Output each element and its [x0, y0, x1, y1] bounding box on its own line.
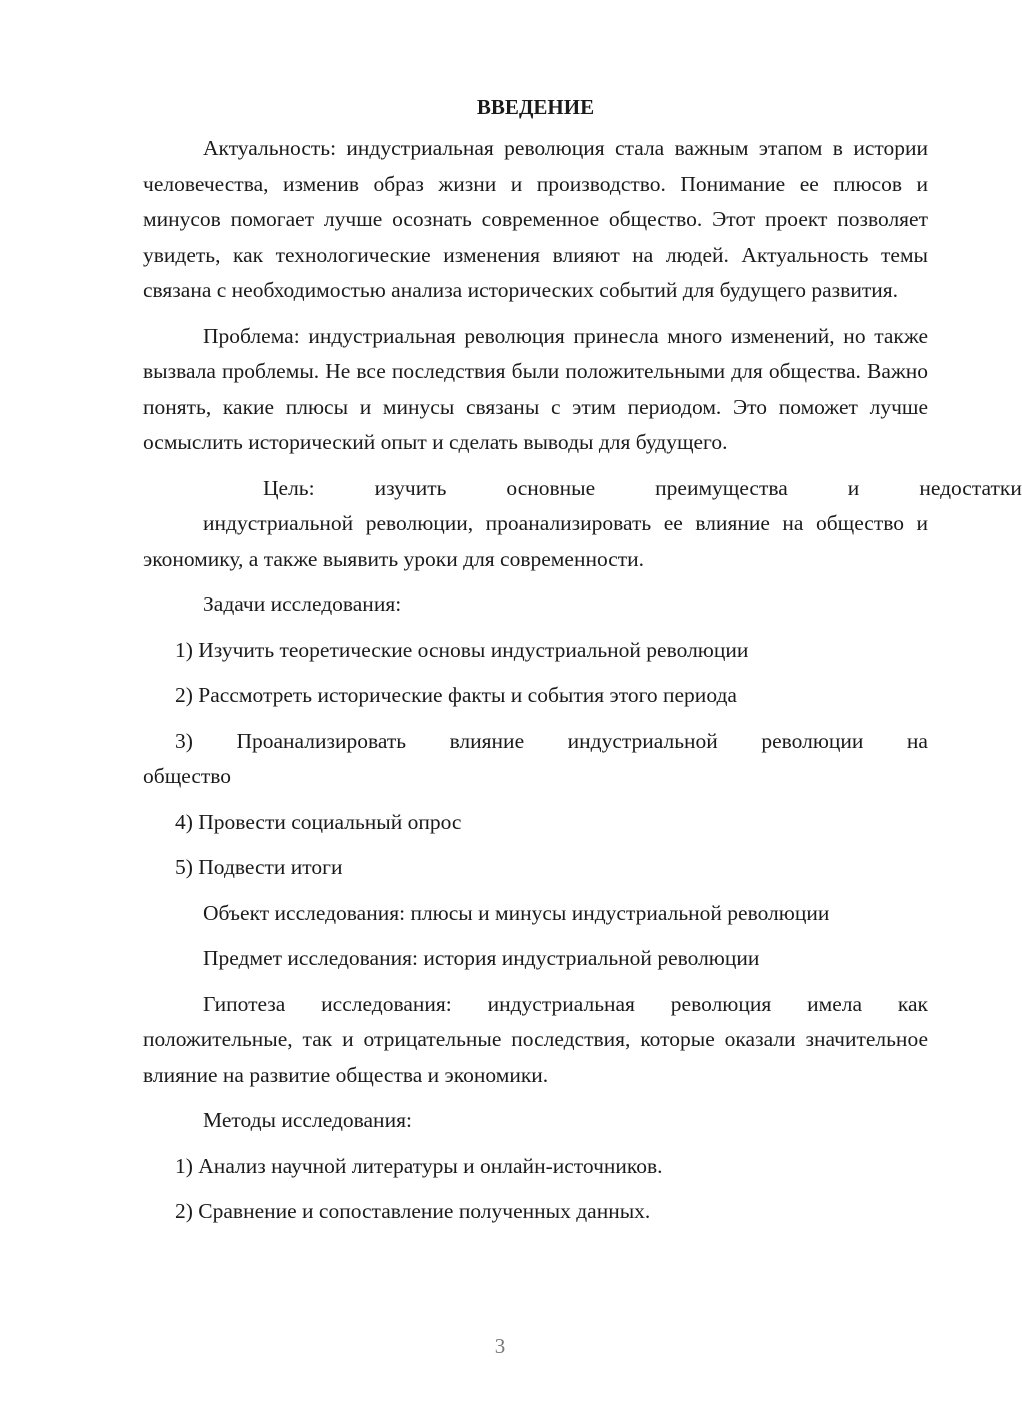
- method-item: 2) Сравнение и сопоставление полученных данных.: [175, 1199, 651, 1223]
- page-number: 3: [494, 1334, 506, 1358]
- task-item: [143, 724, 928, 795]
- goal-word: Цель:: [263, 475, 315, 500]
- goal-word: основные: [506, 475, 596, 500]
- task-3-word: влияние: [449, 728, 525, 753]
- task-3-rest: общество: [143, 764, 232, 788]
- goal-word: недостатки: [919, 475, 1022, 500]
- relevance-paragraph: Актуальность: индустриальная революция стала важным этапом в истории человечества, изменив образ жизни и производство. Понимание ее плюсов и минусов помогает лучше осознать современное общество. Этот проект позволяет увидеть, как технологические изменения влияют на людей. Актуальность темы связана с необходимостью анализа исторических событий для будущего развития.: [143, 136, 928, 302]
- task-item: 2) Рассмотреть исторические факты и события этого периода: [175, 683, 737, 707]
- task-3-word: на: [906, 728, 928, 753]
- task-item: 5) Подвести итоги: [175, 855, 343, 879]
- task-3-word: индустриальной: [567, 728, 718, 753]
- goal-word: преимущества: [655, 475, 788, 500]
- research-subject: Предмет исследования: история индустриальной революции: [203, 946, 760, 970]
- goal-rest-text: индустриальной революции, проанализировать ее влияние на общество и экономику, а также выявить уроки для современности.: [143, 511, 928, 571]
- problem-paragraph: Проблема: индустриальная революция принесла много изменений, но также вызвала проблемы. Не все последствия были положительными для общества. Важно понять, какие плюсы и минусы связаны с этим периодом. Это поможет лучше осмыслить исторический опыт и сделать выводы для будущего.: [143, 323, 928, 454]
- task-item: 4) Провести социальный опрос: [175, 809, 462, 834]
- hypothesis-paragraph: Гипотеза исследования: индустриальная революция имела как положительные, так и отрицательные последствия, которые оказали значительное влияние на развитие общества и экономики.: [143, 991, 928, 1087]
- task-3-word: Проанализировать: [236, 728, 407, 753]
- task-item: 1) Изучить теоретические основы индустриальной революции: [175, 637, 749, 662]
- goal-word: изучить: [374, 475, 447, 500]
- task-3-word: революции: [761, 728, 864, 753]
- method-item: 1) Анализ научной литературы и онлайн-источников.: [175, 1153, 663, 1178]
- task-3-first-line: [143, 724, 928, 760]
- goal-paragraph: [143, 471, 1022, 578]
- methods-heading: Методы исследования:: [203, 1108, 412, 1132]
- tasks-heading: Задачи исследования:: [203, 592, 402, 616]
- goal-first-line: [143, 471, 1022, 507]
- page-content: [143, 92, 1022, 1240]
- section-title: ВВЕДЕНИЕ: [476, 95, 595, 119]
- task-3-word: 3): [175, 728, 193, 753]
- goal-word: и: [847, 475, 860, 500]
- research-object: Объект исследования: плюсы и минусы индустриальной революции: [203, 900, 830, 925]
